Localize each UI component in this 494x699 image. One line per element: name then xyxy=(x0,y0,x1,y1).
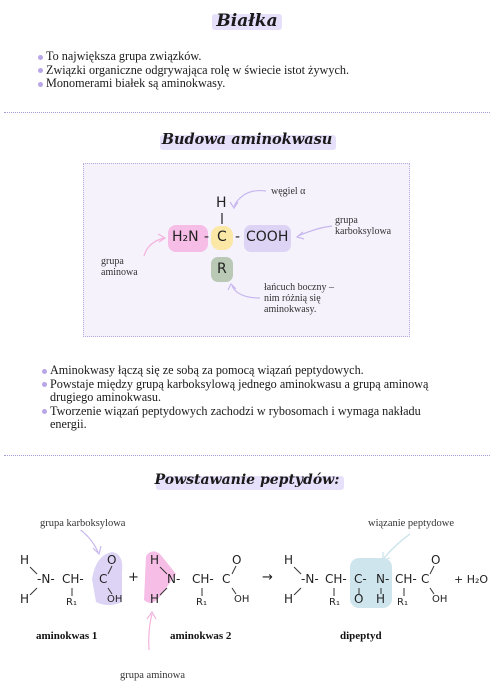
label-peptide-bond: wiązanie peptydowe xyxy=(368,518,455,529)
atom: CH xyxy=(192,572,210,586)
section2-title-text: Powstawanie peptydów: xyxy=(154,472,340,488)
atom: CH xyxy=(395,572,413,586)
section1-title xyxy=(0,131,494,148)
mol1-h-top: H xyxy=(20,553,30,567)
atom-h-top: H xyxy=(216,195,227,211)
arrow-carboxyl-2 xyxy=(78,530,98,552)
atom: CH xyxy=(62,572,80,586)
caption-aminoacid-2: aminokwas 2 xyxy=(170,630,232,642)
dip-r2: R₁ xyxy=(397,597,408,608)
page-title-text: Białka xyxy=(216,11,278,31)
arrow-carbon xyxy=(234,191,266,206)
dip-r1: R₁ xyxy=(329,597,340,608)
bond xyxy=(294,567,301,574)
mol1-oh: OH xyxy=(107,594,123,605)
bond xyxy=(30,567,37,574)
amino-acid-diagram xyxy=(83,163,410,337)
dip-c2: C xyxy=(421,572,430,586)
label-line: nim różnią się xyxy=(264,293,321,304)
atom: N xyxy=(305,572,315,586)
reaction-arrow: → xyxy=(262,570,273,585)
water-product: + H₂O xyxy=(454,573,489,586)
caption-dipeptide: dipeptyd xyxy=(340,630,382,642)
atom: N xyxy=(41,572,51,586)
amine-group-text: H₂N xyxy=(172,229,199,245)
section2-title xyxy=(0,472,494,488)
label-side-chain xyxy=(264,282,334,315)
mol1-h-bottom: H xyxy=(20,592,30,606)
mol2-o: O xyxy=(232,553,242,567)
section-divider xyxy=(4,112,490,113)
bond-dash-left: - xyxy=(204,229,210,245)
bond xyxy=(430,566,434,574)
label-amine-group-2: grupa aminowa xyxy=(120,670,186,681)
label-line: grupa xyxy=(335,215,358,226)
atom: N xyxy=(167,572,176,586)
mol1-c: C xyxy=(99,572,108,586)
dip-o1: O xyxy=(354,592,364,606)
mol1-r: R₁ xyxy=(66,597,77,608)
mol2-h-top: H xyxy=(150,553,160,567)
label-amine-group xyxy=(101,256,138,278)
atom: C xyxy=(354,572,363,586)
bond xyxy=(30,588,37,595)
list-item: Monomerami białek są aminokwasy. xyxy=(38,77,478,91)
plus-sign: + xyxy=(128,570,139,585)
carboxyl-group-text: COOH xyxy=(246,229,289,245)
mol2-ch: CH- xyxy=(192,572,214,586)
mol2-oh: OH xyxy=(234,594,250,605)
caption-aminoacid-1: aminokwas 1 xyxy=(36,630,98,642)
middle-bullet-list xyxy=(42,364,457,432)
mol2-n: N- xyxy=(167,572,181,586)
mol1-ch: CH- xyxy=(62,572,84,586)
label-line: aminowa xyxy=(101,267,138,278)
dip-ch2: CH- xyxy=(395,572,417,586)
arrow-side xyxy=(232,286,260,298)
section1-title-text: Budowa aminokwasu xyxy=(161,131,333,148)
mol1-n: -N- xyxy=(37,572,55,586)
label-line: karboksylowa xyxy=(335,226,392,237)
atom: CH xyxy=(325,572,343,586)
label-line: grupa xyxy=(101,256,124,267)
dip-c1: C- xyxy=(354,572,367,586)
page-title xyxy=(0,11,494,31)
dip-h-bottom: H xyxy=(284,592,294,606)
side-chain-r: R xyxy=(217,261,227,277)
dip-n1: -N- xyxy=(301,572,319,586)
dip-n2: N- xyxy=(376,572,390,586)
label-carboxyl-group-2: grupa karboksylowa xyxy=(40,518,126,529)
dip-ch1: CH- xyxy=(325,572,347,586)
bond-dash-right: - xyxy=(235,229,241,245)
list-item: To największa grupa związków. xyxy=(38,50,478,64)
list-item: Aminokwasy łączą się ze sobą za pomocą wiązań peptydowych. xyxy=(42,364,457,378)
atom: N xyxy=(376,572,385,586)
arrow-peptide xyxy=(384,534,410,558)
label-line: łańcuch boczny – xyxy=(264,282,334,293)
label-alpha-carbon: węgiel α xyxy=(271,186,306,197)
mol2-r: R₁ xyxy=(196,597,207,608)
arrow-amine-2 xyxy=(149,614,152,650)
intro-bullet-list xyxy=(38,50,478,91)
dip-h3: H xyxy=(376,592,386,606)
dip-oh: OH xyxy=(432,594,448,605)
atom-c-alpha: C xyxy=(217,229,227,245)
arrow-carboxyl xyxy=(298,226,332,236)
label-carboxyl-group xyxy=(335,215,391,237)
diagram-svg xyxy=(84,164,411,338)
bond xyxy=(232,566,236,574)
list-item: Tworzenie wiązań peptydowych zachodzi w rybosomach i wymaga nakładu energii. xyxy=(42,405,457,432)
dip-o2: O xyxy=(431,553,441,567)
section-divider xyxy=(4,455,490,456)
mol1-o: O xyxy=(107,553,117,567)
label-line: aminokwasy. xyxy=(264,304,317,315)
list-item: Związki organiczne odgrywająca rolę w świecie istot żywych. xyxy=(38,64,478,78)
bond xyxy=(294,588,301,595)
mol2-h-bottom: H xyxy=(150,592,160,606)
arrow-amine-head xyxy=(158,234,165,242)
mol2-c: C xyxy=(222,572,231,586)
list-item: Powstaje między grupą karboksylową jednego aminokwasu a grupą aminową drugiego aminokwasu. xyxy=(42,378,457,405)
dip-h-top: H xyxy=(284,553,294,567)
